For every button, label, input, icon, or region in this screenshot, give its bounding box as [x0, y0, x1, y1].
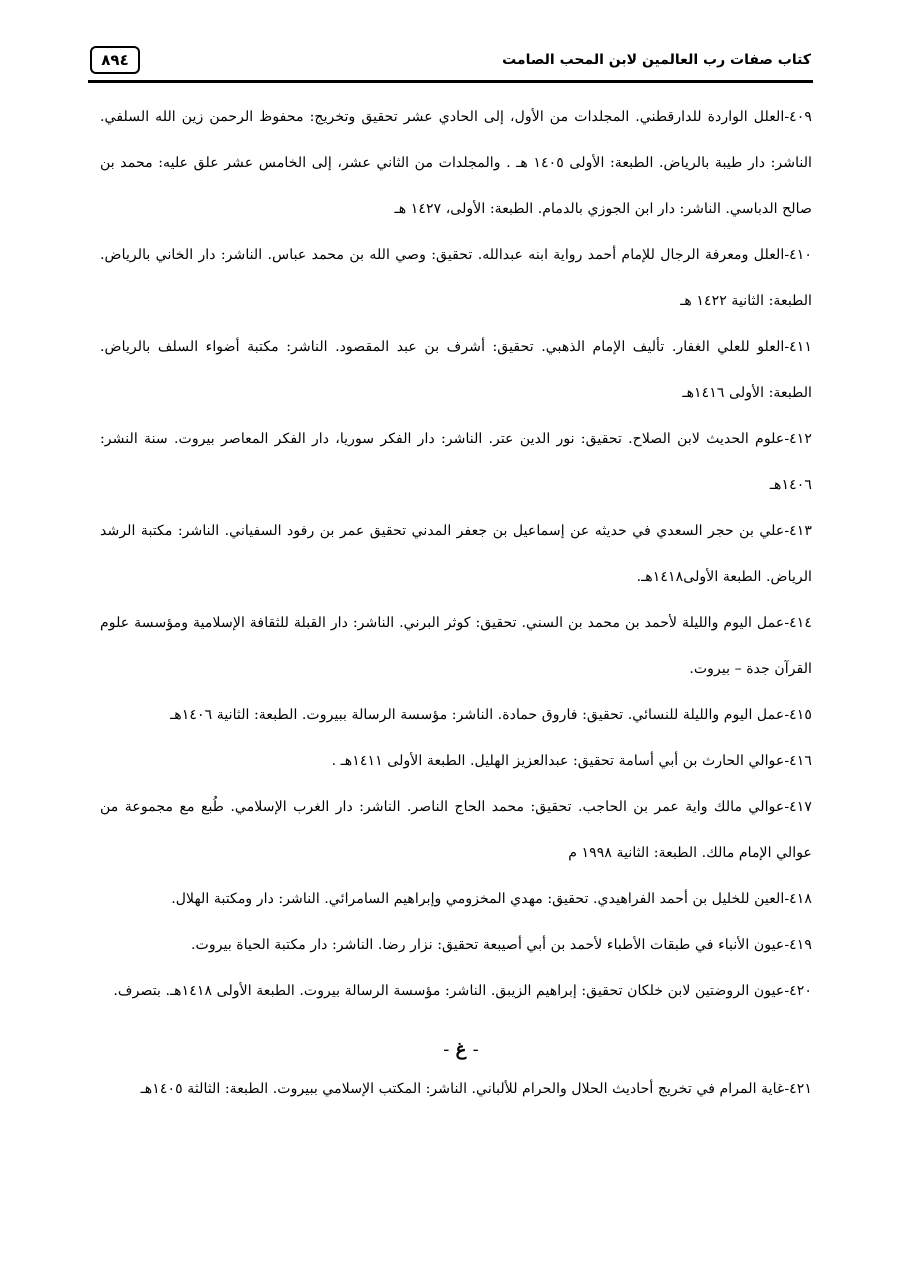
bibliography-entry-416: ٤١٦-عوالي الحارث بن أبي أسامة تحقيق: عبدالعزيز الهليل. الطبعة الأولى ١٤١١هـ . — [331, 753, 812, 769]
page-header — [88, 44, 813, 83]
page-number: ٨٩٤ — [90, 46, 140, 74]
bibliography-entry-410: ٤١٠-العلل ومعرفة الرجال للإمام أحمد رواية ابنه عبدالله. تحقيق: وصي الله بن محمد عباس. الناشر: دار الخاني بالرياض. الطبعة: الثانية ١٤٢٢ هـ — [100, 247, 812, 309]
bibliography-entry-421: ٤٢١-غاية المرام في تخريج أحاديث الحلال والحرام للألباني. الناشر: المكتب الإسلامي ببيروت. الطبعة: الثالثة ١٤٠٥هـ — [140, 1081, 812, 1097]
bibliography-entry-417: ٤١٧-عوالي مالك واية عمر بن الحاجب. تحقيق: محمد الحاج الناصر. الناشر: دار الغرب الإسلامي. طُبع مع مجموعة من عوالي الإمام مالك. الطبعة: الثانية ١٩٩٨ م — [100, 799, 812, 861]
section-dash-right: - — [472, 1039, 479, 1060]
bibliography-entry-409: ٤٠٩-العلل الواردة للدارقطني. المجلدات من الأول، إلى الحادي عشر تحقيق وتخريج: محفوظ الرحمن زين الله السلفي. الناشر: دار طيبة بالرياض. الطبعة: الأولى ١٤٠٥ هـ . والمجلدات من الثاني عشر، إلى الخامس عشر علق عليه: محمد بن صالح الدباسي. الناشر: دار ابن الجوزي بالدمام. الطبعة: الأولى، ١٤٢٧ هـ — [100, 109, 812, 217]
bibliography-entry-418: ٤١٨-العين للخليل بن أحمد الفراهيدي. تحقيق: مهدي المخزومي وإبراهيم السامرائي. الناشر: دار ومكتبة الهلال. — [171, 891, 812, 907]
bibliography-entry-419: ٤١٩-عيون الأنباء في طبقات الأطباء لأحمد بن أبي أصيبعة تحقيق: نزار رضا. الناشر: دار مكتبة الحياة بيروت. — [191, 937, 812, 953]
bibliography-entry-413: ٤١٣-علي بن حجر السعدي في حديثه عن إسماعيل بن جعفر المدني تحقيق عمر بن رفود السفياني. الناشر: مكتبة الرشد الرياض. الطبعة الأولى١٤١٨هـ. — [100, 523, 812, 585]
bibliography-entry-415: ٤١٥-عمل اليوم والليلة للنسائي. تحقيق: فاروق حمادة. الناشر: مؤسسة الرسالة ببيروت. الطبعة: الثانية ١٤٠٦هـ — [170, 707, 812, 723]
section-heading-ghain — [100, 1030, 812, 1070]
bibliography-entry-411: ٤١١-العلو للعلي الغفار. تأليف الإمام الذهبي. تحقيق: أشرف بن عبد المقصود. الناشر: مكتبة أضواء السلف بالرياض. الطبعة: الأولى ١٤١٦هـ — [100, 339, 812, 401]
bibliography-entry-412: ٤١٢-علوم الحديث لابن الصلاح. تحقيق: نور الدين عتر. الناشر: دار الفكر سوريا، دار الفكر المعاصر بيروت. سنة النشر: ١٤٠٦هـ — [100, 431, 812, 493]
section-ghain-list — [100, 1066, 812, 1112]
bibliography-entry-420: ٤٢٠-عيون الروضتين لابن خلكان تحقيق: إبراهيم الزيبق. الناشر: مؤسسة الرسالة بيروت. الطبعة الأولى ١٤١٨هـ. بتصرف. — [113, 983, 812, 999]
book-title: كتاب صفات رب العالمين لابن المحب الصامت — [502, 52, 811, 68]
section-dash-left: - — [443, 1039, 450, 1060]
section-letter: غ — [455, 1039, 467, 1060]
bibliography-entry-414: ٤١٤-عمل اليوم والليلة لأحمد بن محمد بن السني. تحقيق: كوثر البرني. الناشر: دار القبلة للثقافة الإسلامية ومؤسسة علوم القرآن جدة – بيروت. — [100, 615, 812, 677]
bibliography-list — [100, 94, 812, 1014]
